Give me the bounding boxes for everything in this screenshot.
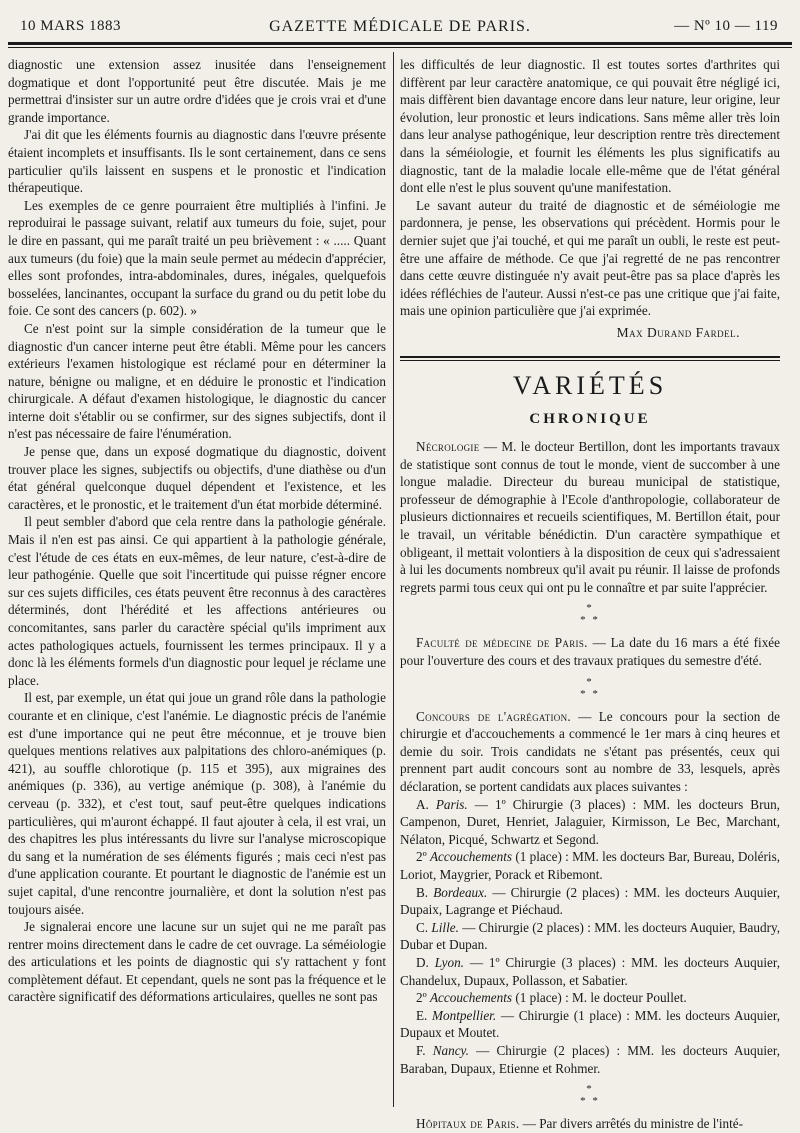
header-rule-thin [8,47,792,48]
concours-entry: F. Nancy. — Chirurgie (2 places) : MM. les docteurs Auquier, Baraban, Dupaux, Etienne et Rohmer. [400,1042,781,1076]
paragraph: Le savant auteur du traité de diagnostic et de séméiologie me pardonnera, je pense, les observations qui précèdent. Hormis pour le dernier sujet que j'ai touché, et qui me paraît un oubli, le reste est peut-être une affaire de méthode. Ce que j'ai regretté de ne pas rencontrer dans cette œuvre distinguée n'y avait peut-être pas sa place d'après les idées réfléchies de l'auteur. Aussi n'est-ce pas une critique que j'ai faite, mais une opinion particulière que j'ai exprimée. [400,197,780,319]
paragraph: Je signalerai encore une lacune sur un sujet qui ne me paraît pas rentrer moins directement dans le cadre de cet ouvrage. La séméiologie des articulations et les points de diagnostic qui s'y rattachent y font complètement défaut. Et cependant, quels ne sont pas la fréquence et le caractère significatif des déformations articulaires, quelles ne sont pas [8,919,386,1005]
left-column [8,56,386,1108]
section-title: VARIÉTÉS [512,370,668,400]
concours-entry: D. Lyon. — 1º Chirurgie (3 places) : MM. les docteurs Auquier, Chandelux, Dupaux, Pollasson, et Sabatier. [400,954,780,988]
paragraph: Il est, par exemple, un état qui joue un grand rôle dans la pathologie courante et en clinique, c'est l'anémie. Le diagnostic précis de l'anémie est d'une importance qui ne peut être méconnue, et je trouve bien quelques mentions relatives aux palpitations des chloro-anémiques (p. 421), au souffle chlorotique (p. 115 et 395), aux migraines des anémiques (p. 336), au vertige anémique (p. 308), à l'anémie du cerveau (p. 332), et c'est tout, sauf peut-être quelques indications particulières, qui m'auront échappé. Il faut ajouter à cela, il est vrai, un des chapitres les plus intéressants du livre sur l'analyse microscopique du sang et la numération de ses éléments figurés ; mais ceci n'est pas d'une application courante. Et pourtant le diagnostic de l'anémie est un sujet capital, d'une rencontre journalière, et dont la solution n'est pas toujours aisée. [8,690,386,917]
separator-stars: * * * [580,1083,600,1108]
header-date: 10 MARS 1883 [20,18,122,34]
news-keyword: Nécrologie [416,439,480,455]
news-item-concours [400,708,780,796]
author-signature: Max Durand Fardel. [616,324,740,340]
news-item-hopitaux [400,1115,780,1133]
right-column [400,56,781,1132]
news-text: — M. le docteur Bertillon, dont les importants travaux de statistique sont connus de tout le monde, vient de succomber à une longue maladie. Directeur du bureau municipal de statistique, professeur de démographie à l'Ecole d'anthropologie, collaborateur de plusieurs dictionnaires et recueils scientifiques, M. Bertillon était, pour le travail, un véritable bénédictin. D'un caractère sympathique et obligeant, il mettait volontiers à la disposition de ceux qui s'adressaient à lui les documents nombreux qu'il avait pu réunir. Il laisse de profonds regrets parmi tous ceux qui ont pu le connaître et par suite l'apprécier. [400,439,780,595]
paragraph: Il peut sembler d'abord que cela rentre dans la pathologie générale. Mais il n'en est pas ainsi. Ce qui appartient à la pathologie générale, c'est l'étude de ces états en eux-mêmes, de leur nature, c'est-à-dire de leur pathogénie. Quelle que soit l'incertitude qui puisse régner encore sur ces sujets difficiles, ces états peuvent être reconnus à des caractères déterminés, dont l'hérédité et les affections antérieures ou concomitantes, sans parler du caractère spécial qu'ils impriment aux actes pathologiques actuels, fournissent les termes principaux. Il y a donc là les éléments formels d'un diagnostic pour lequel je réclame une place. [8,514,386,688]
section-subtitle: CHRONIQUE [529,410,651,427]
news-keyword: Faculté de médecine de Paris. [416,635,588,651]
news-text: — Le concours pour la section de chirurgie et d'accouchements a commencé le 1er mars à cinq heures et demie du soir. Trois candidats ne s'étant pas présentés, ceux qui prennent part audit concours sont au nombre de 33, lesquels, après déclaration, se portent candidats aux places suivantes : [400,708,781,794]
concours-entry: B. Bordeaux. — Chirurgie (2 places) : MM. les docteurs Auquier, Dupaix, Lagrange et Piéchaud. [400,884,781,918]
news-keyword: Concours de l'agrégation. [416,708,571,724]
paragraph: J'ai dit que les éléments fournis au diagnostic dans l'œuvre présente étaient incomplets et insuffisants. Ils le sont certainement, dans ce sens particulier qu'ils laissent en suspens et le pronostic et l'indication thérapeutique. [8,127,386,196]
separator-stars: * * * [580,675,600,700]
concours-entry: E. Montpellier. — Chirurgie (1 place) : MM. les docteurs Auquier, Dupaux et Moutet. [400,1007,780,1041]
page-header [8,14,792,38]
paragraph: les difficultés de leur diagnostic. Il est toutes sortes d'arthrites qui diffèrent par leur caractère anatomique, ce qui pouvait être négligé ici, mais diffèrent bien davantage encore dans leur nature, leur origine, leur évolution, leur pronostic et leurs indications. Sans même aller très loin dans leur analyse pathogénique, leur description rentre très directement dans la séméiologie, et fournit les éléments les plus significatifs au diagnostic, tant de la maladie locale elle-même que de l'état général dont elle n'est le plus souvent qu'une manifestation. [400,57,780,196]
news-item-necrologie [400,438,780,596]
news-text: — La date du 16 mars a été fixée pour l'ouverture des cours et des travaux pratiques du semestre d'été. [400,635,780,669]
news-text: — Par divers arrêtés du ministre de l'inté- [519,1116,744,1132]
section-rule-thin [400,360,780,361]
concours-entry: A. Paris. — 1º Chirurgie (3 places) : MM. les docteurs Brun, Campenon, Duret, Henriet, Jalaguier, Kirmisson, Le Bec, Marchant, Nélaton, Picqué, Schwartz et Segond. [400,796,780,847]
paragraph: Les exemples de ce genre pourraient être multipliés à l'infini. Je reproduirai le passage suivant, relatif aux tumeurs du foie, sujet, pour le dire en passant, qui me paraît traité un peu brièvement : « ..... Quant aux tumeurs (du foie) que la main seule permet au médecin d'apprécier, elles sont profondes, intra-abdominales, dures, inégales, quelquefois bosselées, lancinantes, occupant la surface du grand ou du petit lobe du foie. Ce sont des cancers (p. 602). » [8,197,386,319]
concours-entry: 2º Accouchements (1 place) : M. le docteur Poullet. [416,990,687,1006]
concours-entry: C. Lille. — Chirurgie (2 places) : MM. les docteurs Auquier, Baudry, Dubar et Dupan. [400,919,780,953]
header-issue-number: — Nº 10 — 119 [674,18,778,34]
concours-entry: 2º Accouchements (1 place) : MM. les docteurs Bar, Bureau, Doléris, Loriot, Maygrier, Porack et Ribemont. [400,849,780,882]
header-journal-title: GAZETTE MÉDICALE DE PARIS. [269,18,531,35]
separator-stars: * * * [580,602,600,627]
news-keyword: Hôpitaux de Paris. [416,1116,520,1132]
section-rule [400,356,780,358]
paragraph: Ce n'est point sur la simple considération de la tumeur que le diagnostic d'un cancer interne peut être établi. Même pour les cancers extérieurs l'examen histologique est réclamé pour en déterminer la nature, bénigne ou maligne, et en déduire le pronostic et l'indication chirurgicale. A défaut d'examen histologique, le diagnostic du cancer interne doit s'établir ou se confirmer, sur des signes subjectifs, dont il n'est pas nécessaire de faire l'énumération. [8,320,386,442]
paragraph: diagnostic une extension assez inusitée dans l'enseignement dogmatique et dont l'opportunité peut être discutée. Mais je me permettrai d'insister sur un autre ordre d'idées que je crois vrai et d'une grande importance. [8,57,386,125]
header-rule [8,42,792,45]
paragraph: Je pense que, dans un exposé dogmatique du diagnostic, doivent trouver place les signes, subjectifs ou objectifs, d'une diathèse ou d'un état général quelconque duquel dépendent et l'existence, et les caractères, et le pronostic, et le traitement d'un état morbide déterminé. [8,444,386,512]
news-item-faculte [400,634,780,669]
column-divider [393,52,394,1107]
